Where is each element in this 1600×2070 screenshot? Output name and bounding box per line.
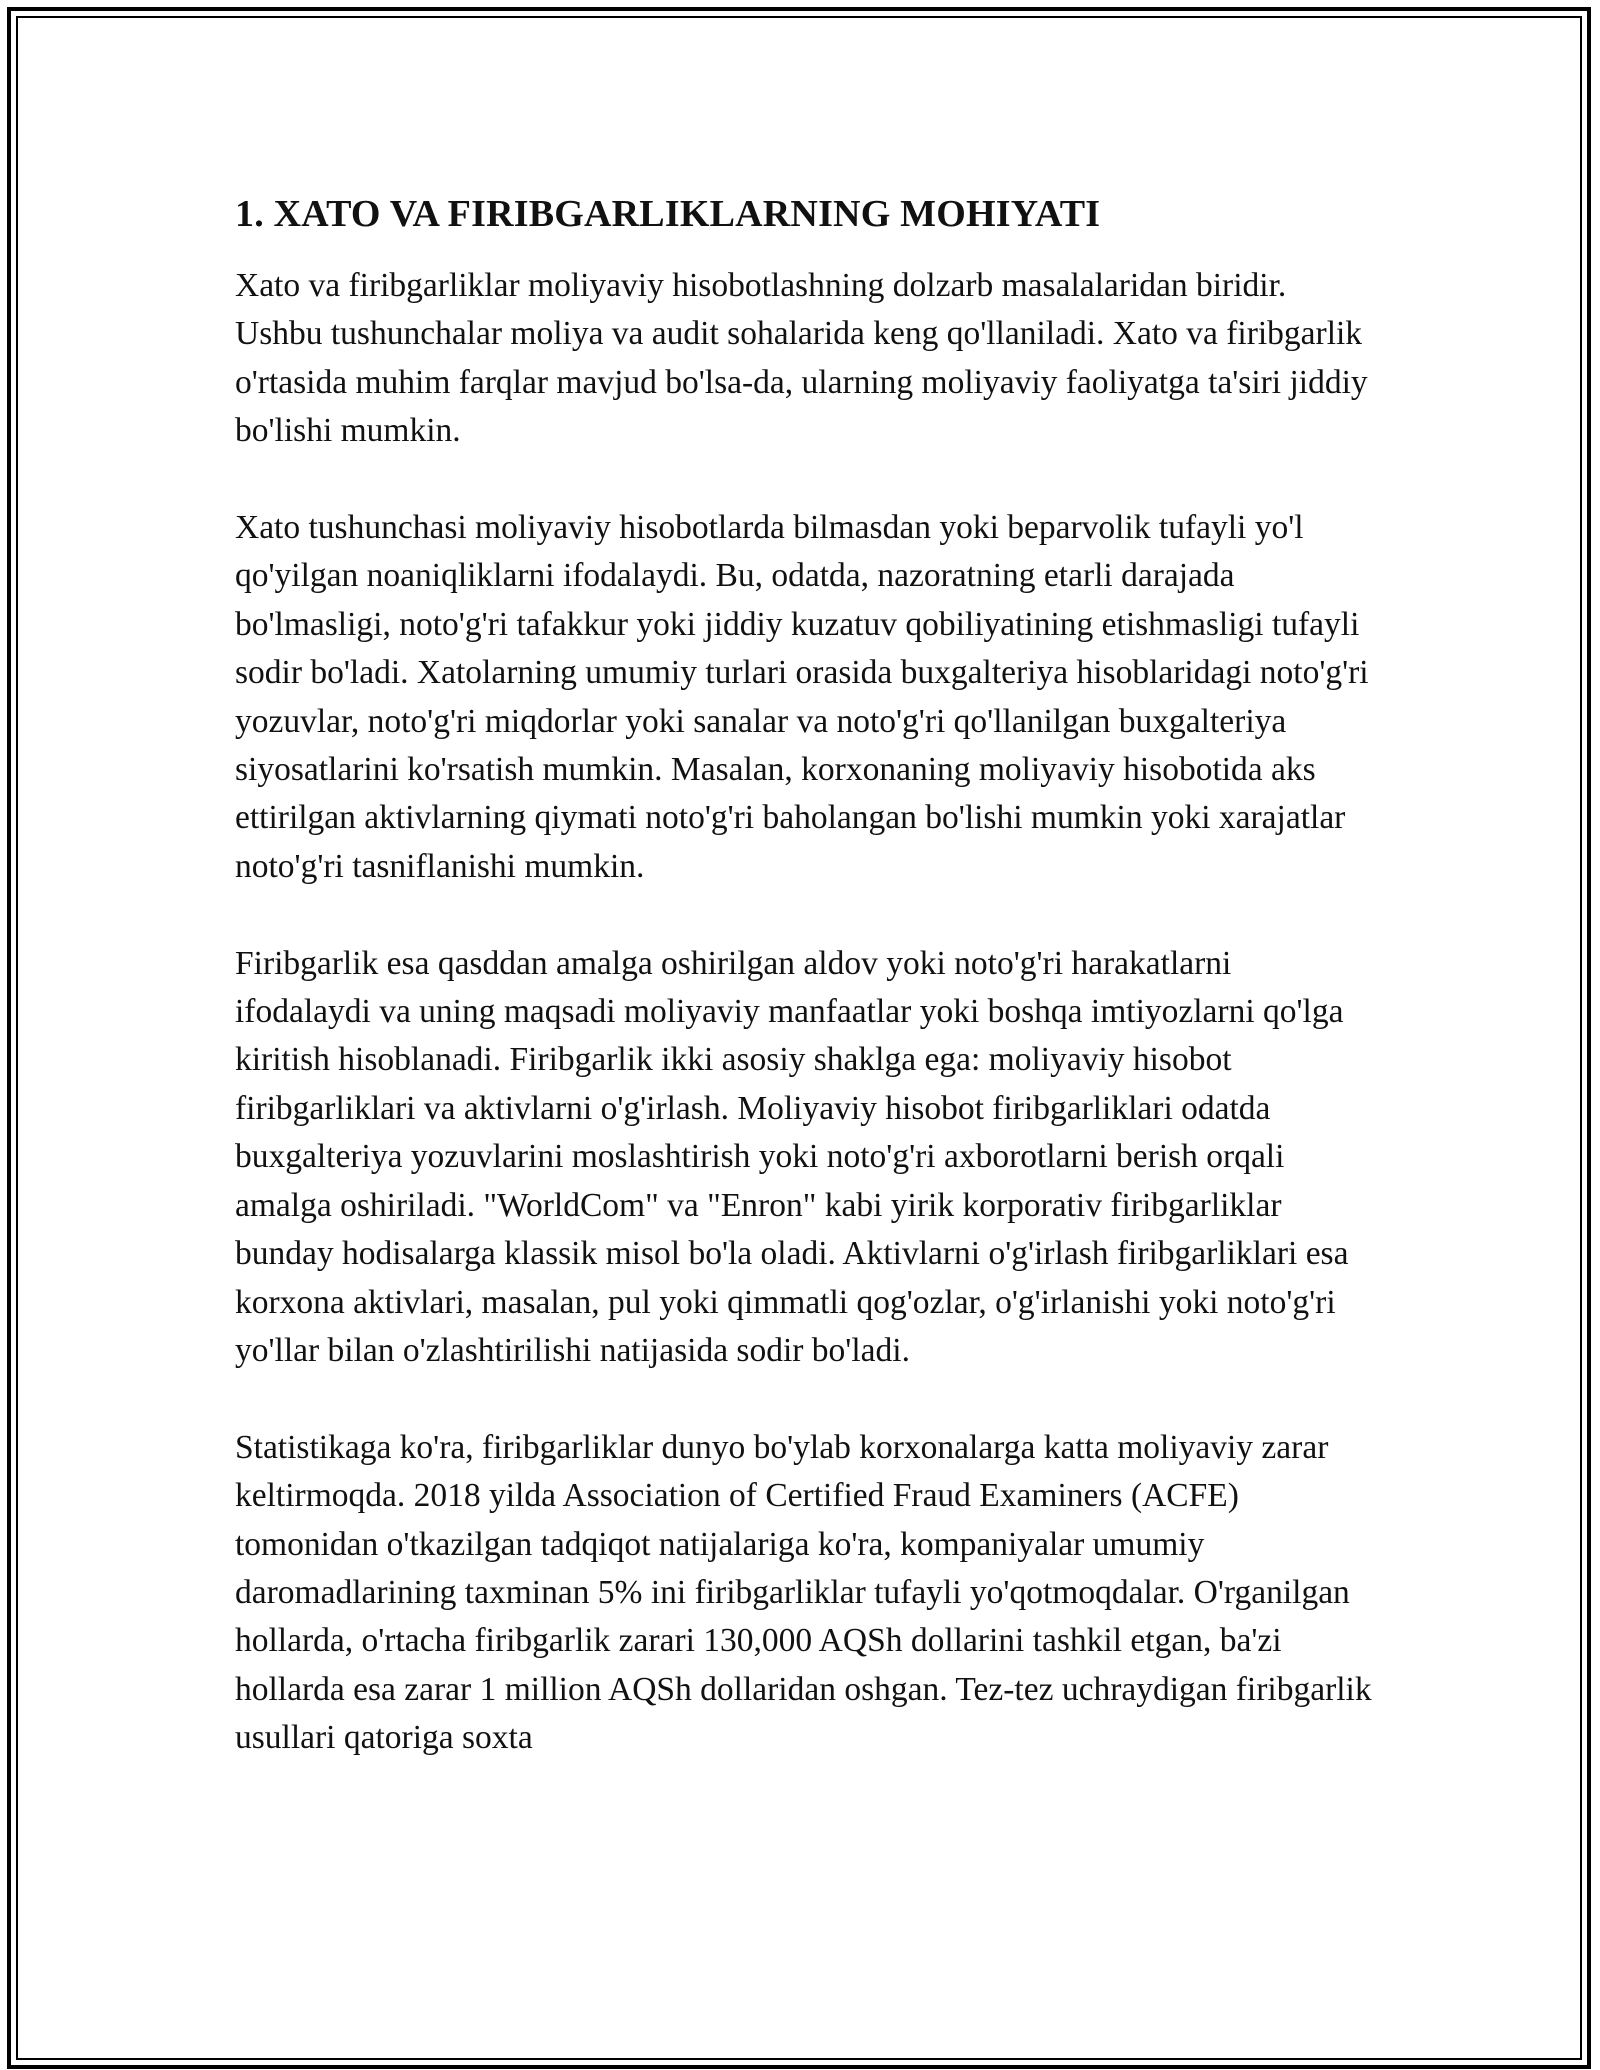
paragraph-intro: Xato va firibgarliklar moliyaviy hisobotlashning dolzarb masalalaridan biridir. Ushbu tushunchalar moliya va audit sohalarida keng qo'llaniladi. Xato va firibgarlik o'rtasida muhim farqlar mavjud bo'lsa-da, ularning moliyaviy faoliyatga ta'siri jiddiy bo'lishi mumkin. [235,267,1368,450]
paragraph-error-definition: Xato tushunchasi moliyaviy hisobotlarda bilmasdan yoki beparvolik tufayli yo'l qo'yilgan noaniqliklarni ifodalaydi. Bu, odatda, nazoratning etarli darajada bo'lmasligi, noto'g'ri tafakkur yoki jiddiy kuzatuv qobiliyatining etishmasligi tufayli sodir bo'ladi. Xatolarning umumiy turlari orasida buxgalteriya hisoblaridagi noto'g'ri yozuvlar, noto'g'ri miqdorlar yoki sanalar va noto'g'ri qo'llanilgan buxgalteriya siyosatlarini ko'rsatish mumkin. Masalan, korxonaning moliyaviy hisobotida aks ettirilgan aktivlarning qiymati noto'g'ri baholangan bo'lishi mumkin yoki xarajatlar noto'g'ri tasniflanishi mumkin. [235,509,1369,885]
document-body [235,190,1375,1763]
paragraph-fraud-definition: Firibgarlik esa qasddan amalga oshirilgan aldov yoki noto'g'ri harakatlarni ifodalaydi va uning maqsadi moliyaviy manfaatlar yoki boshqa imtiyozlarni qo'lga kiritish hisoblanadi. Firibgarlik ikki asosiy shaklga ega: moliyaviy hisobot firibgarliklari va aktivlarni o'g'irlash. Moliyaviy hisobot firibgarliklari odatda buxgalteriya yozuvlarini moslashtirish yoki noto'g'ri axborotlarni berish orqali amalga oshiriladi. "WorldCom" va "Enron" kabi yirik korporativ firibgarliklar bunday hodisalarga klassik misol bo'la oladi. Aktivlarni o'g'irlash firibgarliklari esa korxona aktivlari, masalan, pul yoki qimmatli qog'ozlar, o'g'irlanishi yoki noto'g'ri yo'llar bilan o'zlashtirilishi natijasida sodir bo'ladi. [235,944,1349,1369]
paragraph-statistics: Statistikaga ko'ra, firibgarliklar dunyo bo'ylab korxonalarga katta moliyaviy zarar keltirmoqda. 2018 yilda Association of Certified Fraud Examiners (ACFE) tomonidan o'tkazilgan tadqiqot natijalariga ko'ra, kompaniyalar umumiy daromadlarining taxminan 5% ini firibgarliklar tufayli yo'qotmoqdalar. O'rganilgan hollarda, o'rtacha firibgarlik zarari 130,000 AQSh dollarini tashkil etgan, ba'zi hollarda esa zarar 1 million AQSh dollaridan oshgan. Tez-tez uchraydigan firibgarlik usullari qatoriga soxta [235,1428,1372,1757]
section-title: 1. XATO VA FIRIBGARLIKLARNING MOHIYATI [235,193,1101,235]
